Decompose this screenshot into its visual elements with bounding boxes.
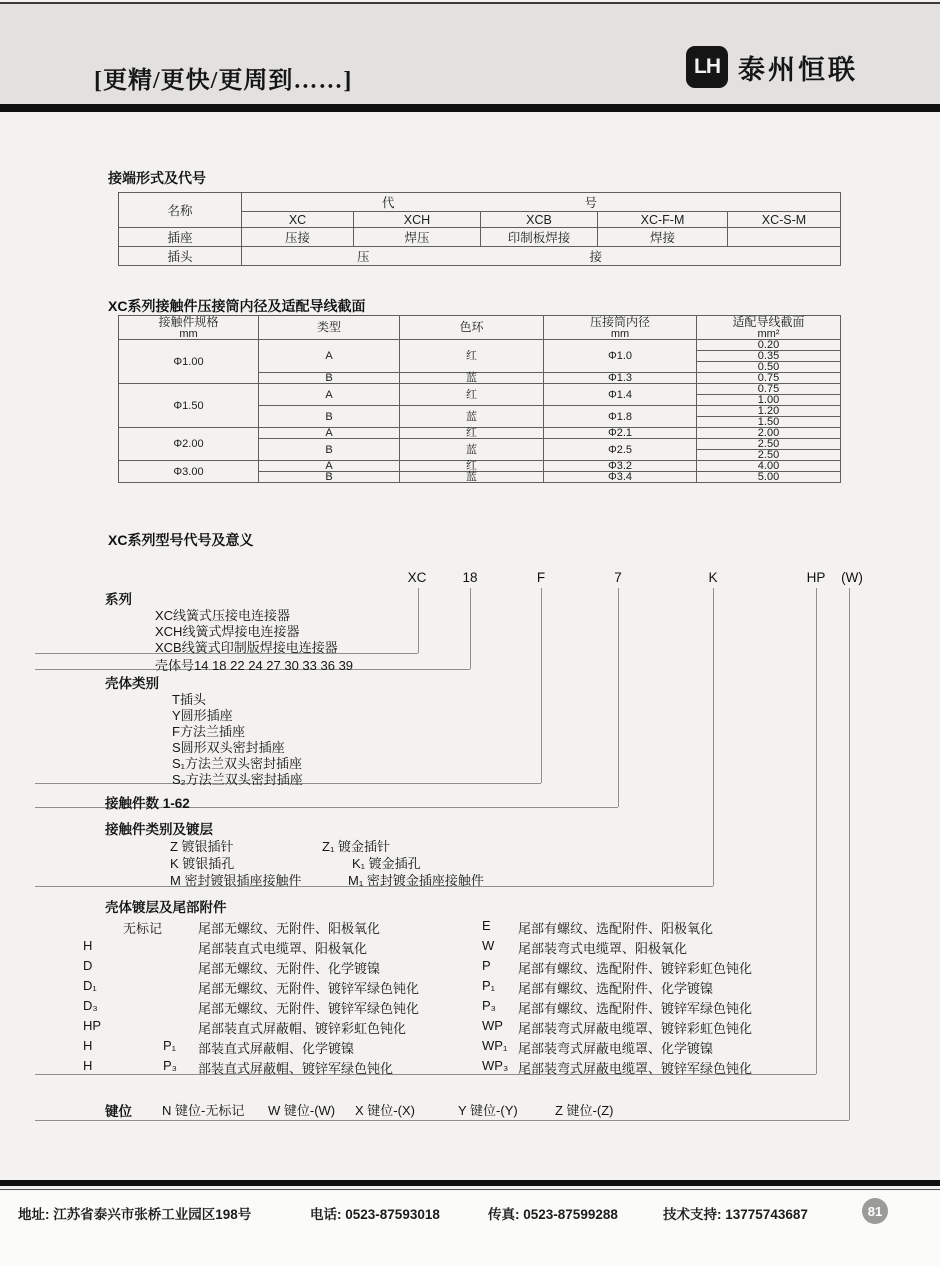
drop-line-plating	[816, 588, 817, 1074]
series-item: XCB线簧式印制版焊接电连接器	[155, 640, 338, 655]
plating-code-right: WP	[482, 1018, 503, 1033]
model-code-contacts: 7	[614, 570, 622, 585]
contact-type-item: M₁ 密封镀金插座接触件	[348, 873, 484, 888]
plating-desc-right: 尾部装弯式屏蔽电缆罩、化学镀镍	[518, 1041, 714, 1056]
plating-desc-right: 尾部有螺纹、选配附件、阳极氧化	[518, 921, 714, 936]
footer-phone	[310, 1203, 440, 1223]
shell-type-item: F方法兰插座	[172, 724, 245, 739]
footer-address-label: 地址:	[18, 1207, 50, 1222]
color-cell: 红	[400, 340, 544, 373]
plating-code: H	[83, 938, 93, 953]
code-cell: XC-F-M	[598, 212, 728, 228]
section3-title: XC系列型号代号及意义	[108, 532, 254, 548]
shell-type-item: S₁方法兰双头密封插座	[172, 756, 303, 771]
model-code-plating: HP	[806, 570, 826, 585]
socket-value-cell: 焊接	[598, 228, 728, 247]
footer-thin-rule	[0, 1189, 940, 1190]
code-header-cell	[242, 193, 841, 212]
code-header-left: 代	[382, 196, 395, 210]
lh-logo-icon: LH	[686, 46, 728, 88]
plating-code-right: E	[482, 918, 491, 933]
footer-divider-bar	[0, 1180, 940, 1186]
model-code-series: XC	[407, 570, 427, 585]
drop-line-contacttype	[713, 588, 714, 886]
drop-line-contacts	[618, 588, 619, 807]
slogan-text: [更精/更快/更周到……]	[94, 68, 353, 94]
keying-item: X 键位-(X)	[355, 1103, 415, 1118]
series-label: 系列	[105, 592, 132, 607]
plating-desc: 部装直式屏蔽帽、化学镀镍	[198, 1041, 355, 1056]
footer-fax-label: 传真:	[488, 1207, 520, 1222]
shell-type-item: S₂方法兰双头密封插座	[172, 772, 303, 787]
barrel-cell: Φ2.5	[544, 439, 697, 461]
spec-cell: Φ1.00	[119, 340, 259, 384]
color-cell: 蓝	[400, 373, 544, 384]
plating-code: D₁	[83, 978, 97, 993]
table-row	[119, 428, 841, 439]
plating-desc-right: 尾部有螺纹、选配附件、镀锌彩虹色钝化	[518, 961, 753, 976]
plug-value-cell	[242, 247, 841, 266]
color-cell: 红	[400, 384, 544, 406]
wire-cell: 0.20	[697, 340, 841, 351]
plating-code-right: W	[482, 938, 495, 953]
keying-item: N 键位-无标记	[162, 1103, 245, 1118]
shell-type-item: Y圆形插座	[172, 708, 233, 723]
contacts-count-label: 接触件数 1-62	[105, 796, 190, 811]
code-header-right: 号	[584, 196, 598, 210]
wire-cell: 2.50	[697, 439, 841, 450]
barrel-cell: Φ2.1	[544, 428, 697, 439]
table-row	[119, 193, 841, 212]
col-header-type: 类型	[259, 316, 400, 340]
socket-label-cell: 插座	[119, 228, 242, 247]
table-row	[119, 461, 841, 472]
barrel-cell: Φ1.8	[544, 406, 697, 428]
plating-desc: 尾部无螺纹、无附件、镀锌军绿色钝化	[198, 981, 420, 996]
contact-type-item: Z 镀银插针	[170, 839, 234, 854]
keying-label: 键位	[105, 1104, 132, 1119]
model-code-keying: (W)	[841, 570, 863, 585]
socket-value-cell: 焊压	[354, 228, 481, 247]
contact-type-label: 接触件类别及镀层	[105, 822, 213, 837]
footer-address	[18, 1203, 251, 1223]
col-header-wire: 适配导线截面 mm²	[697, 316, 841, 340]
model-code-shelltype: F	[536, 570, 546, 585]
type-cell: A	[259, 428, 400, 439]
plating-code: D₃	[83, 998, 98, 1013]
wire-cell: 1.00	[697, 395, 841, 406]
footer-address-value: 江苏省泰兴市张桥工业园区198号	[53, 1207, 252, 1222]
crimp-barrel-table	[118, 315, 841, 483]
page-number-badge: 81	[862, 1198, 888, 1224]
drop-line-keying	[849, 588, 850, 1120]
brand-name: 泰州恒联	[738, 54, 858, 85]
wire-cell: 1.20	[697, 406, 841, 417]
shell-type-item: T插头	[172, 692, 206, 707]
color-cell: 蓝	[400, 406, 544, 428]
table-header-row	[119, 316, 841, 340]
code-cell: XC-S-M	[728, 212, 841, 228]
brand-logo	[686, 46, 858, 88]
plating-code2: P₃	[163, 1058, 177, 1073]
plating-desc: 尾部装直式屏蔽帽、镀锌彩虹色钝化	[198, 1021, 407, 1036]
section1-title: 接端形式及代号	[108, 170, 206, 186]
type-cell: B	[259, 439, 400, 461]
wire-cell: 2.50	[697, 450, 841, 461]
plating-code-right: P	[482, 958, 491, 973]
plating-code: 无标记	[123, 921, 163, 936]
plating-desc-right: 尾部装弯式屏蔽电缆罩、镀锌彩虹色钝化	[518, 1021, 753, 1036]
plating-desc-right: 尾部有螺纹、选配附件、镀锌军绿色钝化	[518, 1001, 753, 1016]
footer-support-label: 技术支持:	[663, 1207, 722, 1222]
wire-cell: 5.00	[697, 472, 841, 483]
name-header-cell: 名称	[119, 193, 242, 228]
plating-code-right: WP₃	[482, 1058, 509, 1073]
wire-cell: 2.00	[697, 428, 841, 439]
table-row	[119, 384, 841, 395]
keying-item: W 键位-(W)	[268, 1103, 336, 1118]
plug-value-left: 压	[357, 250, 370, 264]
socket-value-cell	[728, 228, 841, 247]
color-cell: 红	[400, 461, 544, 472]
table-row	[119, 228, 841, 247]
barrel-cell: Φ1.4	[544, 384, 697, 406]
table-row	[119, 340, 841, 351]
plating-desc: 尾部无螺纹、无附件、阳极氧化	[198, 921, 381, 936]
plating-code-right: WP₁	[482, 1038, 508, 1053]
table-row	[119, 247, 841, 266]
plating-code: HP	[83, 1018, 102, 1033]
drop-line-series	[418, 588, 419, 653]
header-divider-bar	[0, 104, 940, 112]
plating-code2: P₁	[163, 1038, 177, 1053]
plating-label: 壳体镀层及尾部附件	[105, 900, 227, 915]
footer-fax-value: 0523-87599288	[523, 1207, 618, 1222]
type-cell: B	[259, 472, 400, 483]
plating-desc: 尾部装直式电缆罩、阳极氧化	[198, 941, 368, 956]
series-item: XC线簧式压接电连接器	[155, 608, 291, 623]
contact-type-item: M 密封镀银插座接触件	[170, 873, 302, 888]
model-code-contacttype: K	[708, 570, 718, 585]
plating-desc-right: 尾部装弯式屏蔽电缆罩、镀锌军绿色钝化	[518, 1061, 753, 1076]
barrel-cell: Φ3.4	[544, 472, 697, 483]
footer-phone-label: 电话:	[310, 1207, 342, 1222]
plug-label-cell: 插头	[119, 247, 242, 266]
col-header-barrel: 压接筒内径 mm	[544, 316, 697, 340]
wire-cell: 0.75	[697, 373, 841, 384]
code-cell: XCH	[354, 212, 481, 228]
footer-phone-value: 0523-87593018	[345, 1207, 440, 1222]
barrel-cell: Φ3.2	[544, 461, 697, 472]
plating-desc: 尾部无螺纹、无附件、镀锌军绿色钝化	[198, 1001, 420, 1016]
contact-type-item: K₁ 镀金插孔	[352, 856, 421, 871]
socket-value-cell: 印制板焊接	[481, 228, 598, 247]
wire-cell: 0.35	[697, 351, 841, 362]
terminal-form-table	[118, 192, 841, 266]
footer-support	[663, 1203, 808, 1223]
keying-item: Z 键位-(Z)	[555, 1103, 614, 1118]
type-cell: A	[259, 461, 400, 472]
socket-value-cell: 压接	[242, 228, 354, 247]
plating-desc-right: 尾部装弯式电缆罩、阳极氧化	[518, 941, 688, 956]
shell-type-item: S圆形双头密封插座	[172, 740, 285, 755]
spec-cell: Φ3.00	[119, 461, 259, 483]
plating-code: H	[83, 1058, 93, 1073]
color-cell: 蓝	[400, 439, 544, 461]
series-item: XCH线簧式焊接电连接器	[155, 624, 300, 639]
contact-type-item: Z₁ 镀金插针	[322, 839, 390, 854]
wire-cell: 0.50	[697, 362, 841, 373]
wire-cell: 4.00	[697, 461, 841, 472]
code-cell: XC	[242, 212, 354, 228]
series-item: 壳体号14 18 22 24 27 30 33 36 39	[155, 658, 354, 673]
section2-title: XC系列接触件压接筒内径及适配导线截面	[108, 298, 366, 314]
barrel-cell: Φ1.0	[544, 340, 697, 373]
shell-type-label: 壳体类别	[105, 676, 159, 691]
plating-code: D	[83, 958, 93, 973]
wire-cell: 0.75	[697, 384, 841, 395]
wire-cell: 1.50	[697, 417, 841, 428]
footer-support-value: 13775743687	[725, 1207, 808, 1222]
type-cell: A	[259, 384, 400, 406]
keying-item: Y 键位-(Y)	[458, 1103, 518, 1118]
plating-desc-right: 尾部有螺纹、选配附件、化学镀镍	[518, 981, 714, 996]
plug-value-right: 接	[589, 250, 603, 264]
model-code-shellno: 18	[462, 570, 478, 585]
footer-fax	[488, 1203, 618, 1223]
spec-cell: Φ2.00	[119, 428, 259, 461]
type-cell: A	[259, 340, 400, 373]
plating-desc: 部装直式屏蔽帽、镀锌军绿色钝化	[198, 1061, 394, 1076]
drop-line-shelltype	[541, 588, 542, 783]
drop-line-shellno	[470, 588, 471, 669]
col-header-spec: 接触件规格 mm	[119, 316, 259, 340]
plating-desc: 尾部无螺纹、无附件、化学镀镍	[198, 961, 381, 976]
plating-code-right: P₃	[482, 998, 496, 1013]
rule-line-keying	[35, 1120, 849, 1121]
color-cell: 红	[400, 428, 544, 439]
col-header-colorband: 色环	[400, 316, 544, 340]
code-cell: XCB	[481, 212, 598, 228]
spec-cell: Φ1.50	[119, 384, 259, 428]
plating-code-right: P₁	[482, 978, 496, 993]
plating-code: H	[83, 1038, 93, 1053]
color-cell: 蓝	[400, 472, 544, 483]
type-cell: B	[259, 373, 400, 384]
contact-type-item: K 镀银插孔	[170, 856, 235, 871]
barrel-cell: Φ1.3	[544, 373, 697, 384]
type-cell: B	[259, 406, 400, 428]
